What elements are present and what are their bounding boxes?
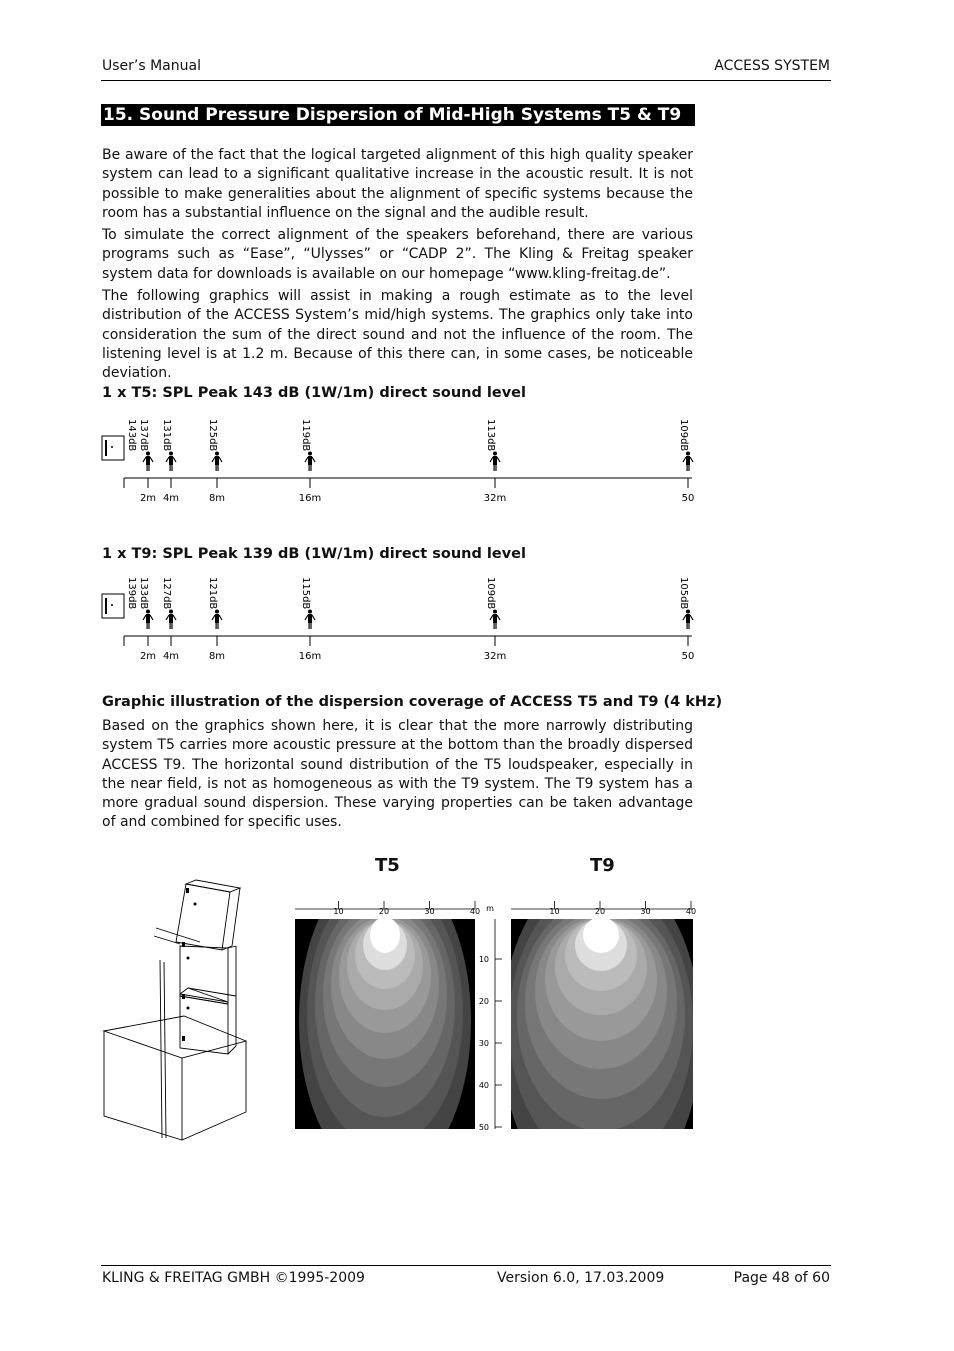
level-label: 133dB [138, 577, 149, 610]
distance-label: 50 [681, 493, 695, 504]
label-t5: T5 [375, 855, 400, 876]
distance-label: 2m [139, 493, 157, 504]
header-left: User’s Manual [102, 58, 201, 74]
distance-label: 4m [162, 493, 180, 504]
paragraph-3: The following graphics will assist in making a rough estimate as to the level distribution of the ACCESS System’s mid/high systems. The graphics only take into consideration the sum of the direct sound and not the influence of the room. The listening level is at 1.2 m. Because of this there can, in some cases, be noticeable deviation. [102, 288, 693, 382]
x-tick-label: 20 [378, 907, 390, 916]
t5-contour-map [299, 895, 471, 1135]
speaker-icon [102, 436, 124, 460]
level-label: 115dB [300, 577, 311, 610]
level-label: 109dB [678, 419, 689, 452]
listener-icon [212, 452, 222, 472]
distance-label: 32m [483, 493, 507, 504]
dispersion-text: Based on the graphics shown here, it is clear that the more narrowly distributing system T5 carries more acoustic pressure at the bottom than the broadly dispersed ACCESS T9. The horizontal sound distribution of the T5 loudspeaker, especially in the near field, is not as homogeneous as with the T9 system. The T9 system has a more gradual sound dispersion. These varying properties can be taken advantage of and combined for specific uses. [102, 718, 693, 831]
listener-icon [490, 610, 500, 630]
level-label: 105dB [678, 577, 689, 610]
footer-rule [101, 1265, 831, 1266]
level-label: 131dB [161, 419, 172, 452]
speaker-icon [102, 594, 124, 618]
listener-icon [166, 452, 176, 472]
scale-t9-diagram [100, 570, 700, 665]
footer-company: KLING & FREITAG GMBH ©1995-2009 [102, 1270, 365, 1286]
distance-label: 32m [483, 651, 507, 662]
y-tick-label: 10 [478, 955, 489, 964]
scale-t5-diagram [100, 412, 700, 507]
distance-label: 8m [208, 651, 226, 662]
footer-page: Page 48 of 60 [733, 1270, 830, 1286]
x-tick-label: 30 [640, 907, 651, 916]
y-axis-unit: m [486, 904, 494, 913]
x-tick-label: 40 [685, 907, 697, 916]
level-label: 109dB [485, 577, 496, 610]
listener-icon [212, 610, 222, 630]
y-tick-label: 30 [478, 1039, 489, 1048]
level-label: 127dB [161, 577, 172, 610]
distance-label: 2m [139, 651, 157, 662]
y-tick-label: 40 [478, 1081, 489, 1090]
section-number: 15. [103, 105, 134, 125]
y-tick-label: 50 [478, 1123, 489, 1132]
x-tick-label: 30 [424, 907, 435, 916]
level-label: 121dB [207, 577, 218, 610]
source-level-label: 139dB [126, 577, 137, 610]
speaker-stack-illustration [100, 876, 260, 1146]
distance-label: 16m [298, 651, 322, 662]
distance-label: 4m [162, 651, 180, 662]
source-level-label: 143dB [126, 419, 137, 452]
level-label: 119dB [300, 419, 311, 452]
listener-icon [305, 610, 315, 630]
listener-icon [683, 610, 693, 630]
x-tick-label: 10 [333, 907, 344, 916]
level-label: 113dB [485, 419, 496, 452]
paragraph-1: Be aware of the fact that the logical targeted alignment of this high quality speaker system can lead to a significant qualitative increase in the acoustic result. It is not possible to make generalities about the alignment of specific systems because the room has a substantial influence on the signal and the audible result. [102, 147, 693, 221]
t9-contour-map [501, 895, 700, 1135]
dispersion-plots [290, 895, 700, 1135]
scale-t5-heading: 1 x T5: SPL Peak 143 dB (1W/1m) direct sound level [102, 385, 526, 401]
distance-label: 50 [681, 651, 695, 662]
distance-label: 8m [208, 493, 226, 504]
x-tick-label: 20 [594, 907, 606, 916]
section-title-bar [101, 104, 695, 126]
x-tick-label: 10 [549, 907, 560, 916]
level-label: 137dB [138, 419, 149, 452]
listener-icon [143, 452, 153, 472]
level-label: 125dB [207, 419, 218, 452]
x-tick-label: 40 [469, 907, 481, 916]
listener-icon [683, 452, 693, 472]
header-right: ACCESS SYSTEM [714, 58, 830, 74]
listener-icon [166, 610, 176, 630]
dispersion-heading: Graphic illustration of the dispersion coverage of ACCESS T5 and T9 (4 kHz) [102, 694, 723, 710]
paragraph-2: To simulate the correct alignment of the speakers beforehand, there are various programs such as “Ease”, “Ulysses” or “CADP 2”. The Kling & Freitag speaker system data for downloads is available on our homepage “www.kling-freitag.de”. [102, 227, 693, 282]
distance-label: 16m [298, 493, 322, 504]
listener-icon [143, 610, 153, 630]
header-rule [101, 80, 831, 81]
scale-t9-heading: 1 x T9: SPL Peak 139 dB (1W/1m) direct sound level [102, 546, 526, 562]
label-t9: T9 [590, 855, 615, 876]
footer-version: Version 6.0, 17.03.2009 [497, 1270, 665, 1286]
y-tick-label: 20 [478, 997, 489, 1006]
section-title: Sound Pressure Dispersion of Mid-High Systems T5 & T9 [139, 105, 682, 125]
listener-icon [490, 452, 500, 472]
listener-icon [305, 452, 315, 472]
